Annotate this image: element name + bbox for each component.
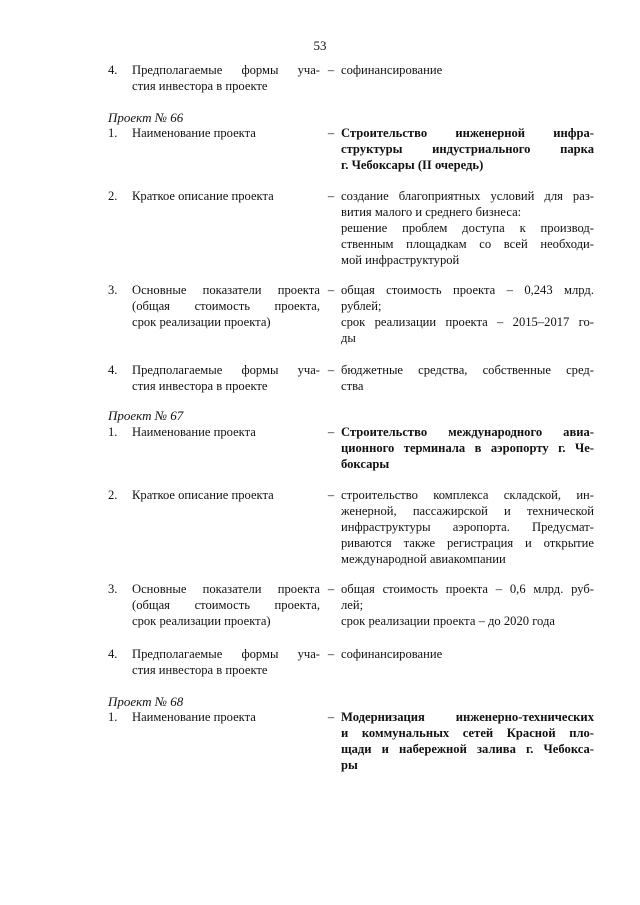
- dash: –: [327, 63, 335, 77]
- row-value: Строительство международного авиа- ционного терминала в аэропорту г. Че- боксары: [341, 425, 594, 471]
- row-value: софинансирование: [341, 647, 443, 661]
- dash: –: [327, 126, 335, 140]
- row-number: 2.: [108, 189, 118, 203]
- row-number: 1.: [108, 425, 118, 439]
- project-title: Проект № 67: [108, 408, 184, 423]
- row-label: Предполагаемые формы уча- стия инвестора в проекте: [132, 63, 320, 93]
- row-value: Модернизация инженерно-технических и коммунальных сетей Красной пло- щади и набережной залива г. Чебокса- ры: [341, 710, 594, 772]
- row-value: софинансирование: [341, 63, 443, 77]
- dash: –: [327, 488, 335, 502]
- project-title: Проект № 66: [108, 110, 184, 125]
- row-value: строительство комплекса складской, ин- женерной, пассажирской и технической инфраструктуры аэропорта. Предусмат- риваются также регистрация и открытие международной авиакомпании: [341, 488, 594, 566]
- row-value: Строительство инженерной инфра- структуры индустриального парка г. Чебоксары (II очередь): [341, 126, 594, 172]
- dash: –: [327, 647, 335, 661]
- row-number: 4.: [108, 63, 118, 77]
- row-label: Предполагаемые формы уча- стия инвестора в проекте: [132, 647, 320, 677]
- row-label: Краткое описание проекта: [132, 488, 274, 502]
- dash: –: [327, 189, 335, 203]
- row-value: бюджетные средства, собственные сред- ства: [341, 363, 594, 393]
- row-label: Наименование проекта: [132, 425, 256, 439]
- row-number: 2.: [108, 488, 118, 502]
- row-number: 1.: [108, 126, 118, 140]
- dash: –: [327, 710, 335, 724]
- row-number: 4.: [108, 363, 118, 377]
- page-number: 53: [313, 38, 327, 53]
- row-value: общая стоимость проекта – 0,6 млрд. руб- лей; срок реализации проекта – до 2020 года: [341, 582, 594, 628]
- project-title: Проект № 68: [108, 694, 184, 709]
- row-value: общая стоимость проекта – 0,243 млрд. рублей; срок реализации проекта – 2015–2017 го- ды: [341, 283, 594, 345]
- row-number: 3.: [108, 283, 118, 297]
- row-label: Предполагаемые формы уча- стия инвестора в проекте: [132, 363, 320, 393]
- row-label: Наименование проекта: [132, 710, 256, 724]
- dash: –: [327, 283, 335, 297]
- row-label: Краткое описание проекта: [132, 189, 274, 203]
- dash: –: [327, 582, 335, 596]
- row-label: Основные показатели проекта (общая стоимость проекта, срок реализации проекта): [132, 283, 320, 329]
- row-value: создание благоприятных условий для раз- вития малого и среднего бизнеса: решение проблем доступа к производ- ственным площадкам со всей необходи- мой инфраструктурой: [341, 189, 594, 267]
- row-label: Наименование проекта: [132, 126, 256, 140]
- row-number: 4.: [108, 647, 118, 661]
- dash: –: [327, 425, 335, 439]
- row-label: Основные показатели проекта (общая стоимость проекта, срок реализации проекта): [132, 582, 320, 628]
- row-number: 1.: [108, 710, 118, 724]
- row-number: 3.: [108, 582, 118, 596]
- dash: –: [327, 363, 335, 377]
